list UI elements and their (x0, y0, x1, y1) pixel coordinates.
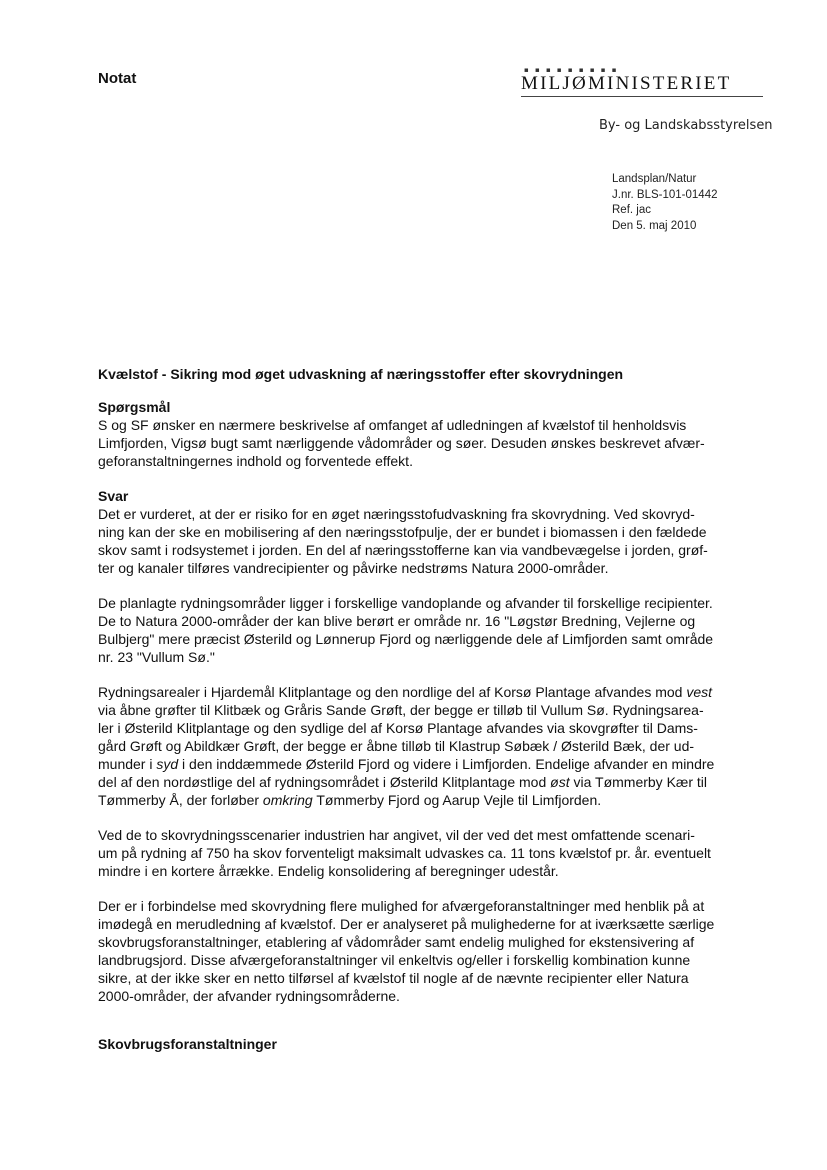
logo-underline (521, 96, 763, 97)
meta-reference: Ref. jac (612, 204, 651, 216)
text-line: gård Grøft og Abildkær Grøft, der begge er åbne tilløb til Klastrup Søbæk / Østerild Bæk, der ud- (98, 738, 695, 754)
text-line: ning kan der ske en mobilisering af den næringsstofpulje, der er bundet i biomassen i den fældede (98, 524, 707, 540)
text-line: imødegå en merudledning af kvælstof. Der er analyseret på mulighederne for at iværksætte særlige (98, 916, 715, 932)
answer-heading: Svar (98, 488, 129, 504)
answer-paragraph-3 (98, 683, 770, 809)
text-line: ler i Østerild Klitplantage og den sydlige del af Korsø Plantage afvandes via skovgrøfter til Dams- (98, 720, 698, 736)
text-line: 2000-områder, der afvander rydningsområderne. (98, 988, 400, 1004)
agency-name: By- og Landskabsstyrelsen (599, 118, 773, 133)
text-line: Tømmerby Å, der forløber omkring Tømmerby Fjord og Aarup Vejle til Limfjorden. (98, 792, 602, 808)
answer-paragraph-5 (98, 897, 770, 1005)
document-title: Kvælstof - Sikring mod øget udvaskning af næringsstoffer efter skovrydningen (98, 366, 624, 382)
meta-journal-number: J.nr. BLS-101-01442 (612, 188, 718, 201)
text-line: Limfjorden, Vigsø bugt samt nærliggende vådområder og søer. Desuden ønskes beskrevet afvær- (98, 435, 705, 451)
text-line: Det er vurderet, at der er risiko for en øget næringsstofudvaskning fra skovrydning. Ved skovryd- (98, 506, 695, 522)
text-line: De to Natura 2000-områder der kan blive berørt er område nr. 16 "Løgstør Bredning, Vejlerne og (98, 613, 696, 629)
answer-paragraph-4 (98, 826, 770, 880)
meta-department: Landsplan/Natur (612, 173, 697, 185)
text-line: geforanstaltningernes indhold og forventede effekt. (98, 453, 413, 469)
document-type-label: Notat (98, 70, 137, 87)
forestry-measures-heading: Skovbrugsforanstaltninger (98, 1036, 277, 1052)
question-heading: Spørgsmål (98, 399, 171, 415)
text-line: sikre, at der ikke sker en netto tilførsel af kvælstof til nogle af de nævnte recipienter eller Natura (98, 970, 689, 986)
text-line: via åbne grøfter til Klitbæk og Gråris Sande Grøft, der begge er tilløb til Vullum Sø. Rydningsarea- (98, 702, 704, 718)
text-line: del af den nordøstlige del af rydningsområdet i Østerild Klitplantage mod øst via Tømmerby Kær til (98, 774, 708, 790)
text-line: skovbrugsforanstaltninger, etablering af vådområder samt endelig mulighed for ekstensivering af (98, 934, 695, 950)
text-line: landbrugsjord. Disse afværgeforanstaltninger vil enkeltvis og/eller i forskellig kombination kunne (98, 952, 691, 968)
logo-dots-icon: ▪ ▪ ▪ ▪ ▪ ▪ ▪ ▪ ▪ (524, 66, 619, 74)
answer-paragraph-1 (98, 505, 770, 577)
text-line: Rydningsarealer i Hjardemål Klitplantage og den nordlige del af Korsø Plantage afvandes mod vest (98, 684, 713, 700)
question-paragraph (98, 416, 770, 470)
text-line: munder i syd i den inddæmmede Østerild Fjord og videre i Limfjorden. Endelige afvander en mindre (98, 756, 715, 772)
logo-text: MILJØMINISTERIET (521, 73, 732, 94)
text-line: um på rydning af 750 ha skov forventeligt maksimalt udvaskes ca. 11 tons kvælstof pr. år. eventuelt (98, 845, 711, 861)
text-line: nr. 23 "Vullum Sø." (98, 649, 215, 665)
text-line: ter og kanaler tilføres vandrecipienter og påvirke nedstrøms Natura 2000-områder. (98, 560, 609, 576)
text-line: De planlagte rydningsområder ligger i forskellige vandoplande og afvander til forskellige recipienter. (98, 595, 713, 611)
answer-paragraph-2 (98, 594, 770, 666)
meta-date: Den 5. maj 2010 (612, 219, 697, 232)
document-body (98, 364, 770, 1053)
text-line: Ved de to skovrydningsscenarier industrien har angivet, vil der ved det mest omfattende scenari- (98, 827, 695, 843)
document-meta (612, 172, 718, 234)
text-line: mindre i en kortere årrække. Endelig konsolidering af beregninger udestår. (98, 863, 559, 879)
ministry-logo (521, 66, 766, 97)
text-line: Bulbjerg" mere præcist Østerild og Lønnerup Fjord og nærliggende dele af Limfjorden samt område (98, 631, 714, 647)
text-line: skov samt i rodsystemet i jorden. En del af næringsstofferne kan via vandbevægelse i jorden, grøf- (98, 542, 708, 558)
text-line: Der er i forbindelse med skovrydning flere mulighed for afværgeforanstaltninger med henblik på at (98, 898, 705, 914)
text-line: S og SF ønsker en nærmere beskrivelse af omfanget af udledningen af kvælstof til henholdsvis (98, 417, 687, 433)
